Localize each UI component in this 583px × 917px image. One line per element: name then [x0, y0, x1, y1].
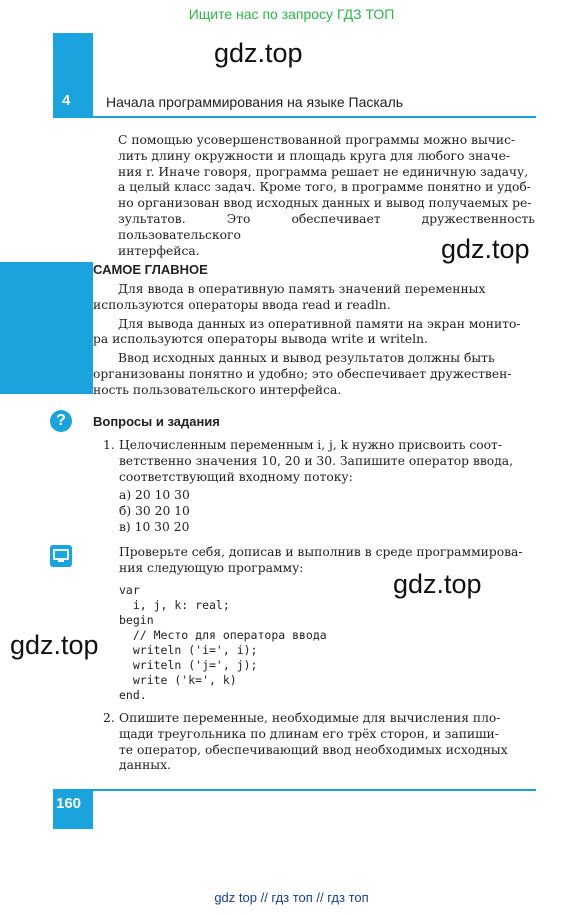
question-number: 2. — [103, 711, 115, 725]
page-number: 160 — [56, 795, 82, 812]
summary-heading: САМОЕ ГЛАВНОЕ — [93, 262, 208, 277]
option-item: а) 20 10 30 — [119, 488, 190, 502]
question-icon: ? — [50, 410, 72, 432]
summary-line: Для вывода данных из оперативной памяти на экран монито- — [118, 316, 521, 331]
summary-line: используются операторы ввода read и readln. — [93, 297, 391, 312]
intro-line: С помощью усовершенствованной программы можно вычис- — [118, 133, 516, 147]
question-line: соответствующий входному потоку: — [119, 469, 353, 484]
question-2 — [103, 711, 535, 774]
watermark: gdz.top — [214, 38, 303, 68]
answer-options — [119, 487, 190, 535]
summary-line: организованы понятно и удобно; это обеспечивает дружествен- — [93, 366, 512, 381]
question-line: Опишите переменные, необходимые для вычисления пло- — [119, 711, 501, 725]
computer-icon — [50, 545, 72, 567]
code-line: end. — [119, 688, 147, 702]
intro-line: но организован ввод исходных данных и вывод получаемых ре- — [118, 196, 532, 211]
code-line: var — [119, 583, 140, 597]
summary-line: Ввод исходных данных и вывод результатов должны быть — [118, 351, 495, 366]
instruction-line: Проверьте себя, дописав и выполнив в среде программирова- — [119, 545, 523, 559]
question-line: Целочисленным переменным i, j, k нужно присвоить соот- — [119, 438, 503, 452]
intro-line: интерфейса. — [118, 243, 200, 258]
footer-links: gdz top // гдз топ // гдз топ — [214, 890, 369, 905]
question-1 — [103, 438, 535, 485]
option-item: б) 30 20 10 — [119, 504, 190, 518]
summary-line: Для ввода в оперативную память значений переменных — [118, 282, 486, 296]
question-line: ветственно значения 10, 20 и 30. Запишите оператор ввода, — [119, 453, 514, 468]
summary-paragraphs — [93, 282, 535, 399]
watermark: gdz.top — [10, 630, 99, 660]
question-number: 1. — [103, 438, 115, 452]
intro-line: лить длину окружности и площадь круга для любого значе- — [118, 148, 511, 163]
chapter-tab — [53, 33, 93, 118]
search-banner: Ищите нас по запросу ГДЗ ТОП — [188, 6, 395, 22]
footer-rule — [93, 789, 536, 791]
code-line: // Место для оператора ввода — [119, 628, 327, 642]
question-line: щади треугольника по длинам его трёх сторон, и запиши- — [119, 726, 499, 741]
option-item: в) 10 30 20 — [119, 520, 190, 534]
summary-line: ра используются операторы вывода write и writeln. — [93, 332, 428, 347]
watermark: gdz.top — [393, 569, 482, 599]
code-listing — [119, 583, 327, 703]
header-rule — [93, 116, 536, 118]
watermark: gdz.top — [441, 234, 530, 264]
intro-line: ния r. Иначе говоря, программа решает не единичную задачу, — [118, 164, 529, 179]
intro-line: зультатов. Это обеспечивает дружественность пользовательского — [118, 211, 535, 242]
code-line: i, j, k: real; — [119, 598, 230, 612]
chapter-title: Начала программирования на языке Паскаль — [106, 94, 404, 110]
summary-line: ность пользовательского интерфейса. — [93, 382, 342, 397]
instruction-line: ния следующую программу: — [119, 560, 304, 575]
code-line: writeln ('i=', i); — [119, 643, 258, 657]
code-line: writeln ('j=', j); — [119, 658, 258, 672]
summary-side-band — [0, 262, 93, 394]
question-line: те оператор, обеспечивающий ввод необходимых исходных — [119, 742, 508, 757]
code-line: write ('k=', k) — [119, 673, 237, 687]
intro-line: а целый класс задач. Кроме того, в программе понятно и удоб- — [118, 180, 531, 195]
code-line: begin — [119, 613, 154, 627]
question-line: данных. — [119, 758, 171, 773]
chapter-number: 4 — [62, 92, 71, 109]
questions-heading: Вопросы и задания — [93, 414, 220, 429]
